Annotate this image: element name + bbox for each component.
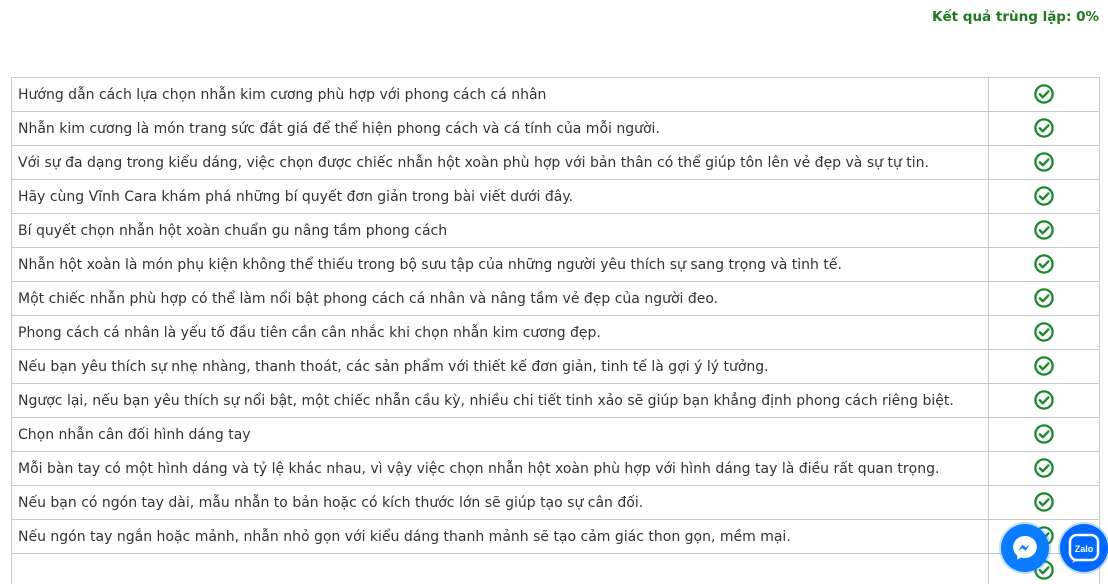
check-circle-icon (1033, 219, 1055, 241)
duplicate-result-label: Kết quả trùng lặp: 0% (932, 9, 1099, 25)
sentence-cell (12, 554, 989, 584)
check-circle-icon (1033, 457, 1055, 479)
status-cell (989, 112, 1100, 146)
table-row (12, 180, 1100, 214)
sentence-cell: Hướng dẫn cách lựa chọn nhẫn kim cương phù hợp với phong cách cá nhân (12, 78, 989, 112)
messenger-icon (1010, 533, 1040, 563)
sentence-cell: Chọn nhẫn cân đối hình dáng tay (12, 418, 989, 452)
messenger-chat-button[interactable] (1001, 524, 1049, 572)
status-cell (989, 350, 1100, 384)
status-cell (989, 418, 1100, 452)
check-circle-icon (1033, 185, 1055, 207)
status-cell (989, 452, 1100, 486)
table-row (12, 452, 1100, 486)
sentence-cell: Một chiếc nhẫn phù hợp có thể làm nổi bật phong cách cá nhân và nâng tầm vẻ đẹp của người đeo. (12, 282, 989, 316)
check-circle-icon (1033, 151, 1055, 173)
check-circle-icon (1033, 321, 1055, 343)
table-row (12, 384, 1100, 418)
zalo-label: Zalo (1074, 544, 1094, 554)
sentence-cell: Nhẫn kim cương là món trang sức đắt giá để thể hiện phong cách và cá tính của mỗi người. (12, 112, 989, 146)
sentence-results-body (12, 78, 1100, 584)
sentence-results-table (11, 77, 1100, 584)
check-circle-icon (1033, 83, 1055, 105)
table-row (12, 282, 1100, 316)
sentence-cell: Ngược lại, nếu bạn yêu thích sự nổi bật, một chiếc nhẫn cầu kỳ, nhiều chi tiết tinh xảo sẽ giúp bạn khẳng định phong cách riêng biệt. (12, 384, 989, 418)
check-circle-icon (1033, 423, 1055, 445)
table-row (12, 248, 1100, 282)
table-row (12, 316, 1100, 350)
status-cell (989, 384, 1100, 418)
status-cell (989, 146, 1100, 180)
status-cell (989, 282, 1100, 316)
status-cell (989, 78, 1100, 112)
sentence-cell: Nếu ngón tay ngắn hoặc mảnh, nhẫn nhỏ gọn với kiểu dáng thanh mảnh sẽ tạo cảm giác thon gọn, mềm mại. (12, 520, 989, 554)
status-cell (989, 486, 1100, 520)
check-circle-icon (1033, 287, 1055, 309)
check-circle-icon (1033, 491, 1055, 513)
table-row (12, 350, 1100, 384)
table-row (12, 112, 1100, 146)
sentence-cell: Hãy cùng Vĩnh Cara khám phá những bí quyết đơn giản trong bài viết dưới đây. (12, 180, 989, 214)
zalo-icon (1067, 531, 1101, 565)
sentence-cell: Nếu bạn có ngón tay dài, mẫu nhẫn to bản hoặc có kích thước lớn sẽ giúp tạo sự cân đối. (12, 486, 989, 520)
sentence-cell: Bí quyết chọn nhẫn hột xoàn chuẩn gu nâng tầm phong cách (12, 214, 989, 248)
table-row (12, 214, 1100, 248)
sentence-cell: Nhẫn hột xoàn là món phụ kiện không thể thiếu trong bộ sưu tập của những người yêu thích sự sang trọng và tinh tế. (12, 248, 989, 282)
sentence-cell: Nếu bạn yêu thích sự nhẹ nhàng, thanh thoát, các sản phẩm với thiết kế đơn giản, tinh tế là gợi ý lý tưởng. (12, 350, 989, 384)
status-cell (989, 180, 1100, 214)
check-circle-icon (1033, 117, 1055, 139)
check-circle-icon (1033, 355, 1055, 377)
status-cell (989, 214, 1100, 248)
check-circle-icon (1033, 389, 1055, 411)
table-row (12, 486, 1100, 520)
check-circle-icon (1033, 253, 1055, 275)
status-cell (989, 248, 1100, 282)
status-cell (989, 316, 1100, 350)
table-row (12, 520, 1100, 554)
sentence-cell: Phong cách cá nhân là yếu tố đầu tiên cần cân nhắc khi chọn nhẫn kim cương đẹp. (12, 316, 989, 350)
sentence-cell: Mỗi bàn tay có một hình dáng và tỷ lệ khác nhau, vì vậy việc chọn nhẫn hột xoàn phù hợp với hình dáng tay là điều rất quan trọng. (12, 452, 989, 486)
table-row (12, 418, 1100, 452)
table-row (12, 78, 1100, 112)
table-row (12, 146, 1100, 180)
sentence-cell: Với sự đa dạng trong kiểu dáng, việc chọn được chiếc nhẫn hột xoàn phù hợp với bản thân có thể giúp tôn lên vẻ đẹp và sự tự tin. (12, 146, 989, 180)
zalo-chat-button[interactable] (1060, 524, 1108, 572)
table-row (12, 554, 1100, 584)
